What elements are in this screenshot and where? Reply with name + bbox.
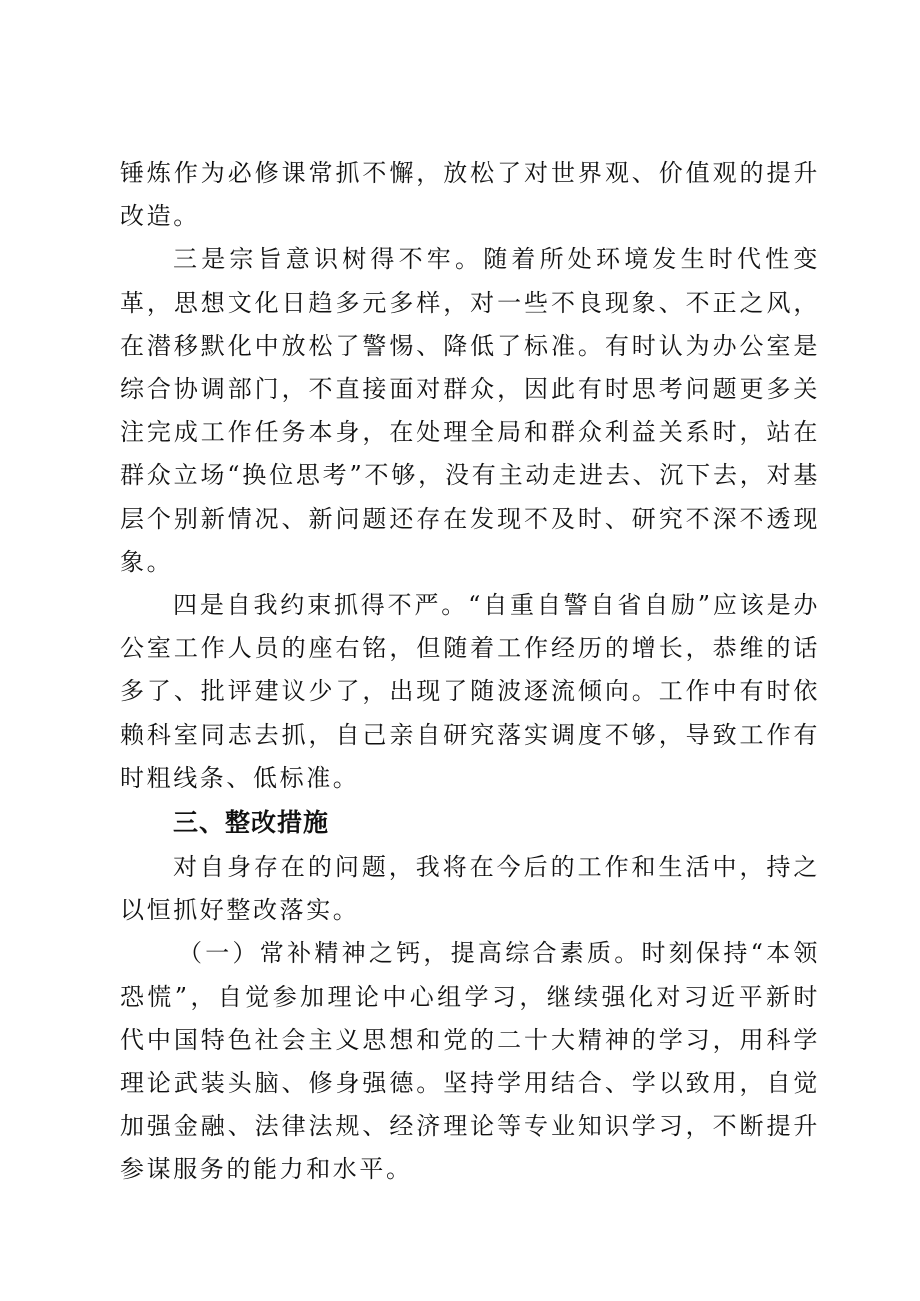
paragraph-rectification-intro: 对自身存在的问题，我将在今后的工作和生活中，持之以恒抓好整改落实。 (120, 853, 820, 925)
document-body (120, 152, 820, 1192)
paragraph-purpose-awareness: 三是宗旨意识树得不牢。随着所处环境发生时代性变革，思想文化日趋多元多样，对一些不良现象、不正之风，在潜移默化中放松了警惕、降低了标准。有时认为办公室是综合协调部门，不直接面对群众，因此有时思考问题更多关注完成工作任务本身，在处理全局和群众利益关系时，站在群众立场“换位思考”不够，没有主动走进去、沉下去，对基层个别新情况、新问题还存在发现不及时、研究不深不透现象。 (120, 245, 820, 576)
paragraph-measure-one: （一）常补精神之钙，提高综合素质。时刻保持“本领恐慌”，自觉参加理论中心组学习，继续强化对习近平新时代中国特色社会主义思想和党的二十大精神的学习，用科学理论武装头脑、修身强德。坚持学用结合、学以致用，自觉加强金融、法律法规、经济理论等专业知识学习，不断提升参谋服务的能力和水平。 (120, 939, 820, 1184)
paragraph-self-discipline: 四是自我约束抓得不严。“自重自警自省自励”应该是办公室工作人员的座右铭，但随着工作经历的增长，恭维的话多了、批评建议少了，出现了随波逐流倾向。工作中有时依赖科室同志去抓，自己亲自研究落实调度不够，导致工作有时粗线条、低标准。 (120, 591, 820, 792)
section-heading: 三、整改措施 (173, 808, 330, 838)
paragraph-continuation: 锤炼作为必修课常抓不懈，放松了对世界观、价值观的提升改造。 (120, 159, 820, 231)
